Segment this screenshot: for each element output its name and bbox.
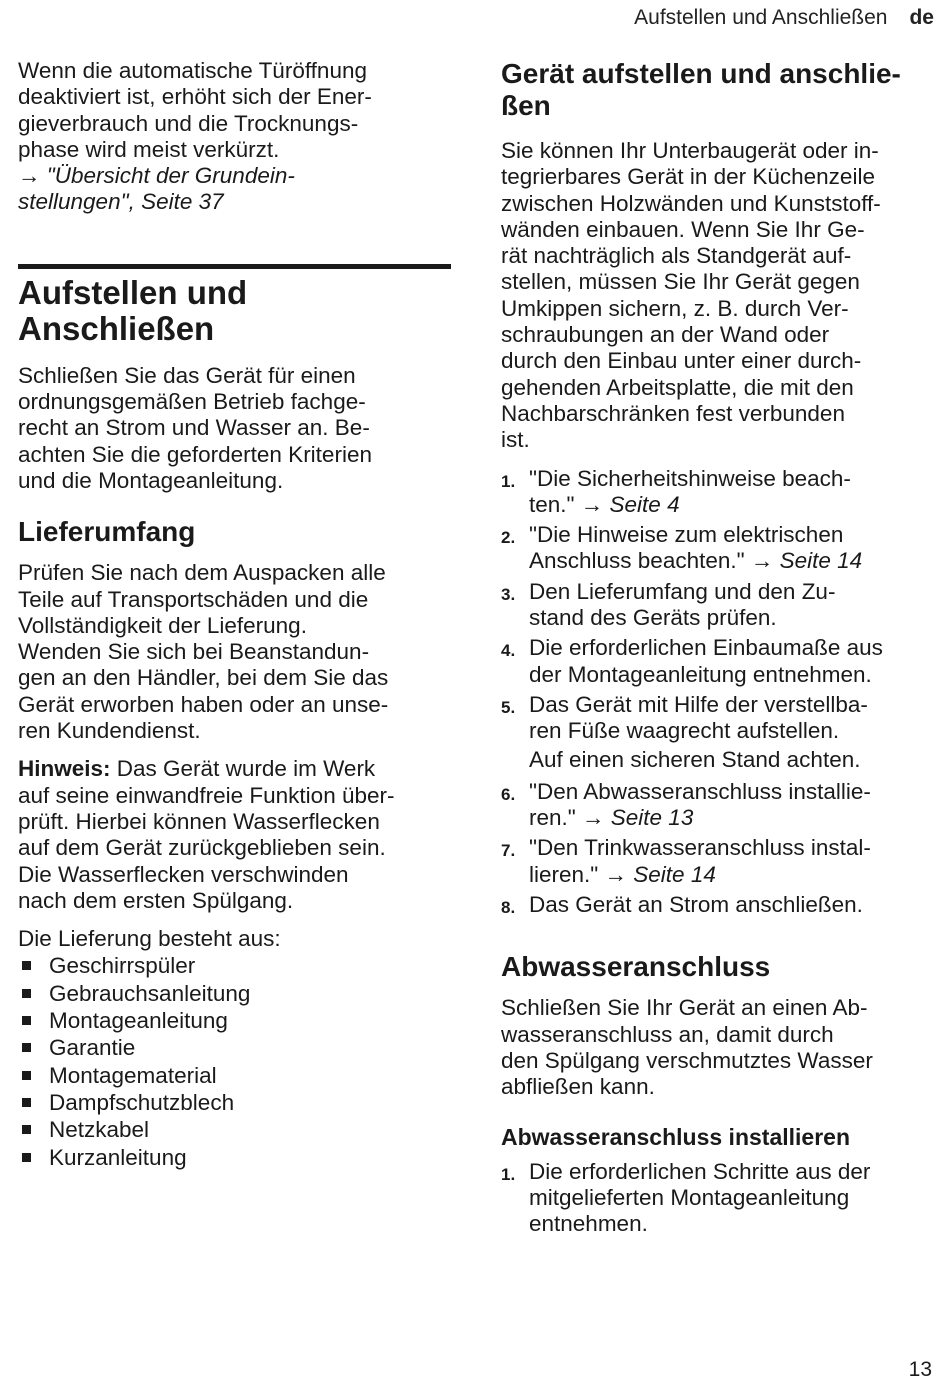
geraet-aufstellen-paragraph: Sie können Ihr Unterbaugerät oder in- tegrierbares Gerät in der Küchenzeile zwischen Holzwänden und Kunststoff- wänden einbauen. Wenn Sie Ihr Ge- rät nachträglich als Standgerät auf- stellen, müssen Sie Ihr Gerät gegen Umkippen sichern, z. B. durch Ver- schraubungen an der Wand oder durch den Einbau unter einer durch- gehenden Arbeitsplatte, die mit den Nachbarschränken fest verbunden ist.	[501, 138, 881, 453]
list-item: Garantie	[18, 1034, 454, 1061]
bullet-square-icon	[22, 1071, 31, 1080]
list-item: Dampfschutzblech	[18, 1089, 454, 1116]
page-number: 13	[908, 1358, 932, 1381]
step-number: 7.	[501, 841, 516, 861]
delivery-list-intro: Die Lieferung besteht aus:	[18, 926, 281, 952]
step-item: 2. "Die Hinweise zum elektrischen Anschluss beachten." → Seite 14	[501, 522, 863, 574]
running-header	[634, 6, 934, 30]
list-item: Montageanleitung	[18, 1007, 454, 1034]
step-number: 8.	[501, 898, 516, 918]
note-label: Hinweis:	[18, 756, 111, 782]
step-item: 3. Den Lieferumfang und den Zu- stand des Geräts prüfen.	[501, 578, 836, 631]
abwasseranschluss-paragraph: Schließen Sie Ihr Gerät an einen Ab- wasseranschluss an, damit durch den Spülgang verschmutztes Wasser abfließen kann.	[501, 995, 873, 1100]
step-item: 5. Das Gerät mit Hilfe der verstellba- ren Füße waagrecht aufstellen.	[501, 691, 868, 744]
cross-reference: stellungen", Seite 37	[18, 189, 224, 215]
intro-paragraph: Wenn die automatische Türöffnung deaktiviert ist, erhöht sich der Ener- gieverbrauch und die Trocknungs- phase wird meist verkürzt. → "Übersicht der Grundein- stellungen", Seite 37	[18, 58, 372, 215]
left-column	[18, 58, 454, 1171]
list-item: Montagematerial	[18, 1062, 454, 1089]
abwasseranschluss-installieren-heading: Abwasseranschluss installieren	[501, 1123, 850, 1150]
step-item: 4. Die erforderlichen Einbaumaße aus der Montageanleitung entnehmen.	[501, 635, 883, 687]
section-divider	[18, 264, 451, 269]
step-number: 3.	[501, 584, 516, 604]
step-item: 8. Das Gerät an Strom anschließen.	[501, 892, 939, 921]
section-title: Aufstellen und Anschließen	[18, 273, 248, 347]
page-reference: → Seite 14	[750, 548, 863, 574]
step-item: 6. "Den Abwasseranschluss installie- ren." → Seite 13	[501, 778, 871, 831]
bullet-square-icon	[22, 961, 31, 970]
step-number: 6.	[501, 784, 516, 804]
step-subnote: Auf einen sicheren Stand achten.	[529, 746, 861, 772]
note-paragraph: Hinweis: Das Gerät wurde im Werk auf seine einwandfreie Funktion über- prüft. Hierbei können Wasserflecken auf dem Gerät zurückgeblieben sein. Die Wasserflecken verschwinden nach dem ersten Spülgang.	[18, 756, 395, 913]
abwasseranschluss-heading: Abwasseranschluss	[501, 951, 771, 983]
bullet-square-icon	[22, 1125, 31, 1134]
step-number: 4.	[501, 641, 516, 661]
page-reference: → Seite 13	[582, 805, 694, 831]
page-reference: → Seite 14	[604, 861, 716, 887]
step-item: 1. "Die Sicherheitshinweise beach- ten." → Seite 4	[501, 465, 851, 517]
lieferumfang-paragraph: Prüfen Sie nach dem Auspacken alle Teile auf Transportschäden und die Vollständigkeit der Lieferung. Wenden Sie sich bei Beanstandun- gen an den Händler, bei dem Sie das Gerät erworben haben oder an unse- ren Kundendienst.	[18, 560, 389, 744]
bullet-square-icon	[22, 1153, 31, 1162]
step-number: 1.	[501, 471, 516, 491]
header-language: de	[909, 6, 934, 29]
geraet-aufstellen-heading: Gerät aufstellen und anschlie- ßen	[501, 58, 901, 121]
step-number: 1.	[501, 1164, 516, 1184]
list-item: Gebrauchsanleitung	[18, 980, 454, 1007]
step-item: 1. Die erforderlichen Schritte aus der mitgelieferten Montageanleitung entnehmen.	[501, 1158, 871, 1237]
step-number: 5.	[501, 697, 516, 717]
page-reference: → Seite 4	[580, 491, 680, 517]
list-item: Geschirrspüler	[18, 952, 454, 979]
bullet-square-icon	[22, 1098, 31, 1107]
step-item: 7. "Den Trinkwasseranschluss instal- lieren." → Seite 14	[501, 835, 871, 887]
installation-steps	[501, 466, 939, 745]
bullet-square-icon	[22, 1016, 31, 1025]
section-intro-paragraph: Schließen Sie das Gerät für einen ordnungsgemäßen Betrieb fachge- recht an Strom und Wasser an. Be- achten Sie die geforderten Kriterien und die Montageanleitung.	[18, 362, 372, 493]
bullet-square-icon	[22, 989, 31, 998]
list-item: Kurzanleitung	[18, 1144, 454, 1171]
right-column	[501, 58, 939, 1241]
bullet-square-icon	[22, 1043, 31, 1052]
list-item: Netzkabel	[18, 1116, 454, 1143]
abwasser-steps	[501, 1159, 939, 1238]
delivery-list	[18, 952, 454, 1170]
lieferumfang-heading: Lieferumfang	[18, 516, 196, 548]
installation-steps-continued	[501, 779, 939, 921]
cross-reference: → "Übersicht der Grundein-	[18, 163, 295, 189]
step-number: 2.	[501, 528, 516, 548]
header-section-title: Aufstellen und Anschließen	[634, 6, 888, 29]
